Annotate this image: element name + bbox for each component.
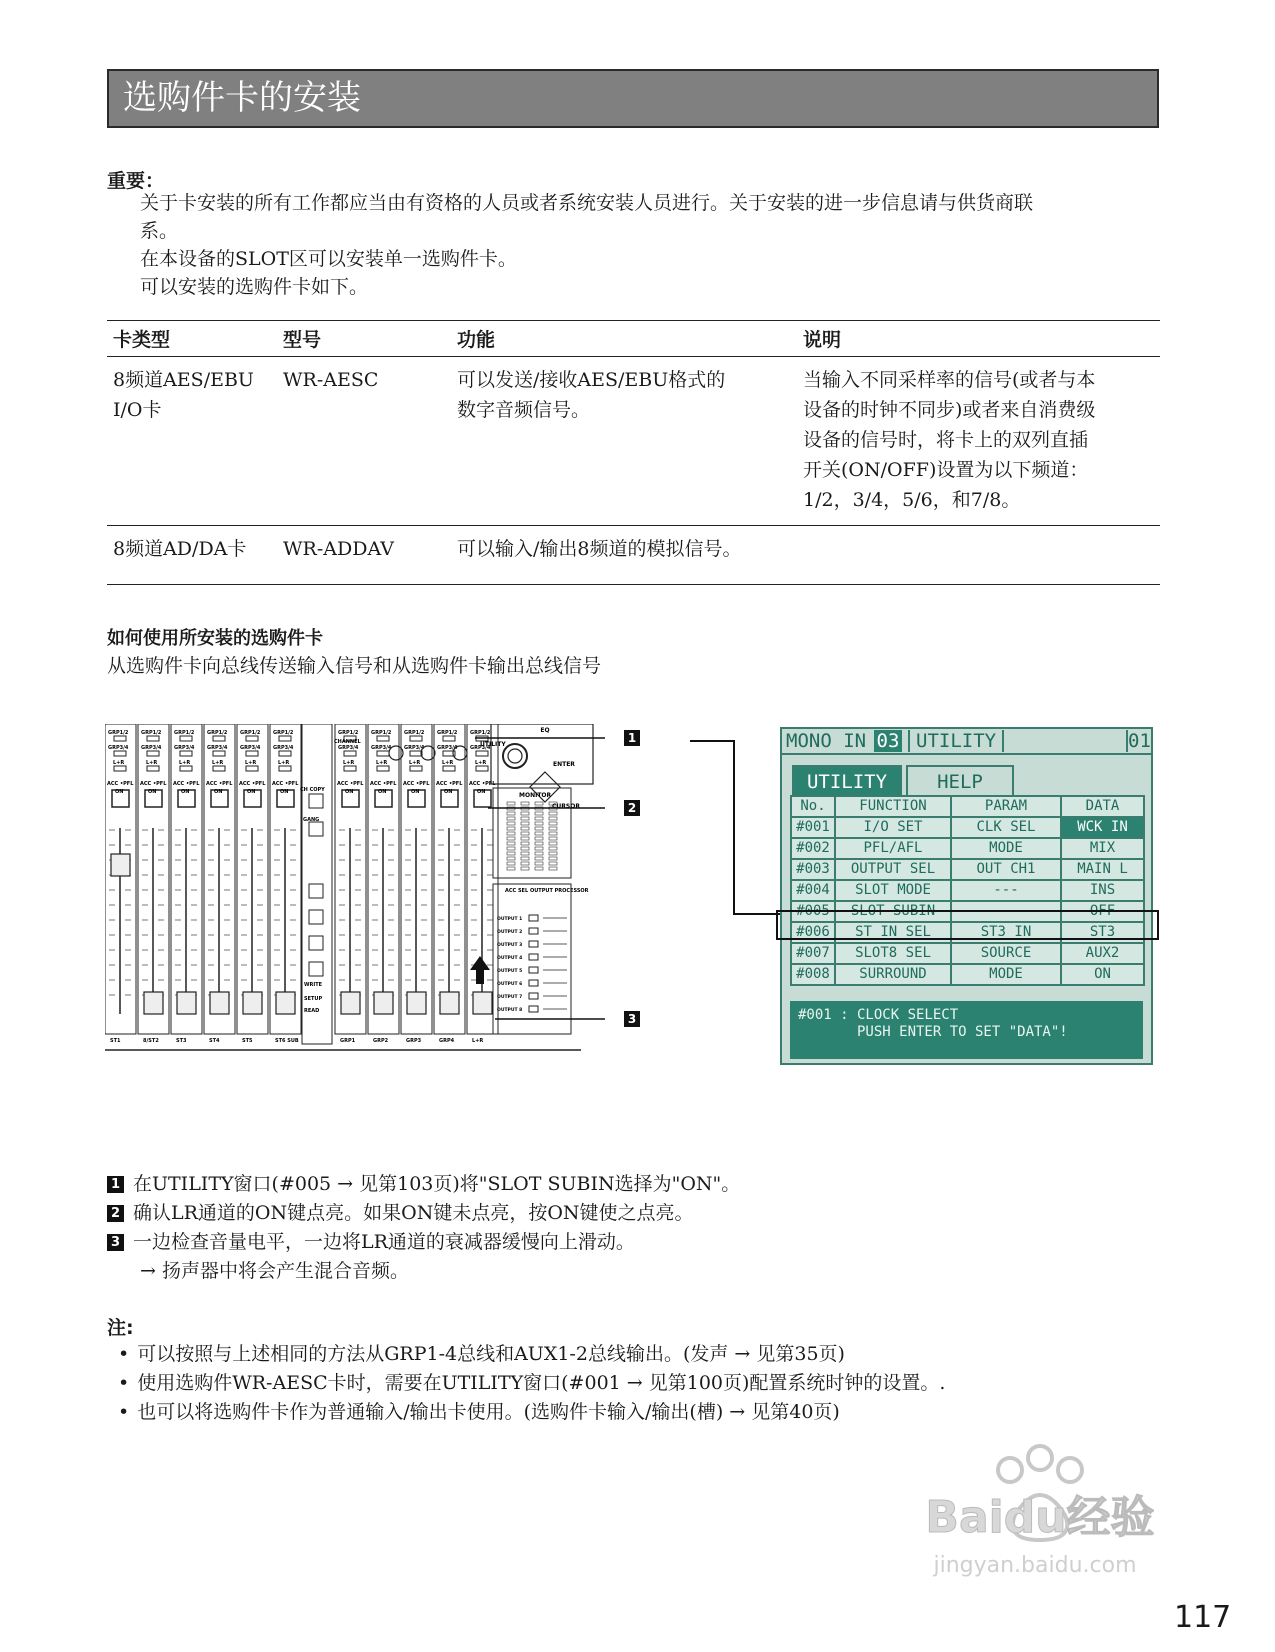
important-line: 可以安装的选购件卡如下。 bbox=[140, 276, 369, 298]
meter-segment bbox=[507, 837, 515, 840]
table-row bbox=[107, 357, 1160, 526]
lcd-cell: ST IN SEL bbox=[835, 922, 951, 943]
grp34-label: GRP3/4 bbox=[371, 745, 392, 751]
grp12-label: GRP1/2 bbox=[141, 730, 162, 736]
strip-label: ST6 SUB bbox=[275, 1038, 299, 1044]
output-button bbox=[529, 1006, 538, 1012]
meter-segment bbox=[535, 827, 543, 830]
col-header-note: 说明 bbox=[797, 321, 1160, 357]
lr-label: L+R bbox=[475, 760, 487, 766]
lcd-row[interactable] bbox=[791, 943, 1144, 964]
output-label: OUTPUT 8 bbox=[497, 1008, 523, 1013]
meter-segment bbox=[549, 842, 557, 845]
meter-segment bbox=[521, 857, 529, 860]
acc-pfl-label: ACC •PFL bbox=[206, 781, 233, 787]
cell-model: WR-AESC bbox=[277, 357, 451, 526]
utility-function-table bbox=[790, 795, 1145, 986]
strip-label: GRP2 bbox=[373, 1038, 389, 1044]
output-button bbox=[529, 954, 538, 960]
meter-segment bbox=[535, 862, 543, 865]
monitor-label: MONITOR bbox=[519, 792, 552, 799]
lcd-cell: ON bbox=[1061, 964, 1144, 985]
channel-strip bbox=[105, 724, 136, 1044]
table-row bbox=[107, 526, 1160, 585]
meter-segment bbox=[507, 842, 515, 845]
acc-pfl-label: ACC •PFL bbox=[403, 781, 430, 787]
fader-cap bbox=[407, 992, 426, 1014]
output-processor-label: OUTPUT PROCESSOR bbox=[530, 888, 589, 894]
grp12-label: GRP1/2 bbox=[207, 730, 228, 736]
meter-segment bbox=[549, 817, 557, 820]
lcd-cell: AUX2 bbox=[1061, 943, 1144, 964]
cell-type: 8频道AD/DA卡 bbox=[107, 526, 277, 585]
meter-segment bbox=[549, 812, 557, 815]
on-label: ON bbox=[148, 789, 157, 795]
meter-segment bbox=[535, 857, 543, 860]
channel-strip bbox=[401, 724, 432, 1044]
lcd-cell: OFF bbox=[1061, 901, 1144, 922]
on-label: ON bbox=[214, 789, 223, 795]
grp12-label: GRP1/2 bbox=[174, 730, 195, 736]
strip-label: ST4 bbox=[209, 1038, 220, 1044]
ch-copy-label: CH COPY bbox=[300, 787, 325, 793]
meter-segment bbox=[507, 822, 515, 825]
panel-button bbox=[309, 794, 323, 808]
grp34-label: GRP3/4 bbox=[141, 745, 162, 751]
channel-strip bbox=[138, 724, 169, 1044]
note-item: • 使用选购件WR-AESC卡时，需要在UTILITY窗口(#001 → 见第100页)配置系统时钟的设置。. bbox=[118, 1369, 945, 1398]
col-header-model: 型号 bbox=[277, 321, 451, 357]
channel-strip bbox=[237, 724, 268, 1044]
meter-segment bbox=[535, 837, 543, 840]
lr-label: L+R bbox=[113, 760, 125, 766]
grp12-label: GRP1/2 bbox=[437, 730, 458, 736]
utility-label: UTILITY bbox=[480, 741, 506, 748]
fader-cap bbox=[440, 992, 459, 1014]
lr-label: L+R bbox=[212, 760, 224, 766]
panel-button bbox=[309, 962, 323, 976]
meter-segment bbox=[521, 827, 529, 830]
meter-segment bbox=[535, 847, 543, 850]
write-label: WRITE bbox=[304, 982, 323, 988]
meter-segment bbox=[549, 822, 557, 825]
meter-segment bbox=[507, 802, 515, 805]
option-card-table bbox=[107, 320, 1160, 585]
lcd-row[interactable] bbox=[791, 964, 1144, 985]
lcd-cell: MODE bbox=[951, 838, 1061, 859]
tab-help[interactable]: HELP bbox=[906, 765, 1014, 799]
important-line: 关于卡安装的所有工作都应当由有资格的人员或者系统安装人员进行。关于安装的进一步信息请与供货商联 bbox=[140, 192, 1034, 214]
callout-3: 3 bbox=[624, 1011, 640, 1027]
grp34-label: GRP3/4 bbox=[207, 745, 228, 751]
col-header-type: 卡类型 bbox=[107, 321, 277, 357]
on-label: ON bbox=[280, 789, 289, 795]
channel-strip bbox=[204, 724, 235, 1044]
meter-segment bbox=[507, 827, 515, 830]
meter-segment bbox=[521, 837, 529, 840]
meter-segment bbox=[521, 862, 529, 865]
meter-segment bbox=[535, 867, 543, 870]
step-item: 3 一边检查音量电平，一边将LR通道的衰减器缓慢向上滑动。 bbox=[107, 1228, 740, 1257]
fader-cap bbox=[341, 992, 360, 1014]
lcd-col-param: PARAM bbox=[951, 796, 1061, 817]
lcd-cell: SLOT8 SEL bbox=[835, 943, 951, 964]
lr-label: L+R bbox=[343, 760, 355, 766]
meter-segment bbox=[507, 862, 515, 865]
note-item: • 可以按照与上述相同的方法从GRP1-4总线和AUX1-2总线输出。(发声 → 见第35页) bbox=[118, 1340, 945, 1369]
meter-segment bbox=[521, 847, 529, 850]
meter-segment bbox=[521, 867, 529, 870]
on-label: ON bbox=[477, 789, 486, 795]
strip-label: GRP3 bbox=[406, 1038, 422, 1044]
gang-label: GANG bbox=[303, 817, 320, 823]
meter-segment bbox=[507, 847, 515, 850]
notes-list bbox=[118, 1340, 945, 1427]
grp34-label: GRP3/4 bbox=[338, 745, 359, 751]
step-list bbox=[107, 1170, 740, 1286]
strip-label: L+R bbox=[472, 1038, 484, 1044]
grp12-label: GRP1/2 bbox=[470, 730, 491, 736]
on-label: ON bbox=[411, 789, 420, 795]
acc-pfl-label: ACC •PFL bbox=[107, 781, 134, 787]
lcd-cell: SURROUND bbox=[835, 964, 951, 985]
lcd-window-title: UTILITY bbox=[908, 730, 1004, 752]
meter-segment bbox=[549, 857, 557, 860]
fader-cap bbox=[144, 992, 163, 1014]
fader-cap bbox=[111, 854, 130, 876]
strip-label: ST3 bbox=[176, 1038, 187, 1044]
output-button bbox=[529, 915, 538, 921]
lr-label: L+R bbox=[245, 760, 257, 766]
meter-segment bbox=[507, 812, 515, 815]
selected-row-highlight bbox=[776, 910, 1159, 940]
lcd-cell: #006 bbox=[791, 922, 835, 943]
meter-segment bbox=[521, 817, 529, 820]
on-label: ON bbox=[345, 789, 354, 795]
meter-segment bbox=[507, 852, 515, 855]
lcd-cell: --- bbox=[951, 901, 1061, 922]
lr-label: L+R bbox=[376, 760, 388, 766]
tab-utility[interactable]: UTILITY bbox=[792, 765, 902, 799]
read-label: READ bbox=[304, 1008, 320, 1014]
on-label: ON bbox=[444, 789, 453, 795]
channel-label: CHANNEL bbox=[334, 739, 361, 745]
strip-label: ST1 bbox=[110, 1038, 121, 1044]
meter-segment bbox=[535, 802, 543, 805]
note-item: • 也可以将选购件卡作为普通输入/输出卡使用。(选购件卡输入/输出(槽) → 见第40页) bbox=[118, 1398, 945, 1427]
acc-pfl-label: ACC •PFL bbox=[337, 781, 364, 787]
panel-button bbox=[309, 910, 323, 924]
fader-cap bbox=[374, 992, 393, 1014]
enter-label: ENTER bbox=[553, 761, 575, 768]
cell-model: WR-ADDAV bbox=[277, 526, 451, 585]
setup-label: SETUP bbox=[304, 996, 323, 1002]
channel-strip bbox=[335, 724, 366, 1044]
acc-sel-label: ACC SEL bbox=[505, 888, 529, 894]
lcd-cell: #003 bbox=[791, 859, 835, 880]
lcd-row[interactable] bbox=[791, 880, 1144, 901]
meter-segment bbox=[521, 842, 529, 845]
lcd-cell: ST3 IN bbox=[951, 922, 1061, 943]
output-label: OUTPUT 2 bbox=[497, 930, 523, 935]
eq-label: EQ bbox=[540, 727, 550, 734]
cell-type: 8频道AES/EBU I/O卡 bbox=[107, 357, 277, 526]
lcd-cell: OUTPUT SEL bbox=[835, 859, 951, 880]
lcd-channel-number: 03 bbox=[874, 730, 902, 752]
lcd-cell: WCK IN bbox=[1061, 817, 1144, 838]
meter-segment bbox=[535, 817, 543, 820]
acc-pfl-label: ACC •PFL bbox=[173, 781, 200, 787]
acc-pfl-label: ACC •PFL bbox=[140, 781, 167, 787]
meter-segment bbox=[507, 867, 515, 870]
output-label: OUTPUT 7 bbox=[497, 995, 523, 1000]
lcd-cell: --- bbox=[951, 880, 1061, 901]
lcd-cell: SLOT MODE bbox=[835, 880, 951, 901]
lcd-row[interactable] bbox=[791, 838, 1144, 859]
acc-pfl-label: ACC •PFL bbox=[370, 781, 397, 787]
grp12-label: GRP1/2 bbox=[240, 730, 261, 736]
cell-function: 可以输入/输出8频道的模拟信号。 bbox=[451, 526, 797, 585]
lcd-col-data: DATA bbox=[1061, 796, 1144, 817]
notes-label: 注: bbox=[107, 1317, 134, 1339]
lcd-cell: SLOT SUBIN bbox=[835, 901, 951, 922]
grp34-label: GRP3/4 bbox=[174, 745, 195, 751]
channel-strip bbox=[171, 724, 202, 1044]
output-label: OUTPUT 5 bbox=[497, 969, 523, 974]
lr-label: L+R bbox=[278, 760, 290, 766]
lcd-header bbox=[782, 729, 1151, 755]
lcd-cell: #001 bbox=[791, 817, 835, 838]
acc-pfl-label: ACC •PFL bbox=[239, 781, 266, 787]
output-button bbox=[529, 928, 538, 934]
cell-note: 当输入不同采样率的信号(或者与本 设备的时钟不同步)或者来自消费级 设备的信号时，将卡上的双列直插 开关(ON/OFF)设置为以下频道： 1/2，3/4，5/6，和7/8。 bbox=[797, 357, 1160, 526]
meter-segment bbox=[549, 867, 557, 870]
fader-cap bbox=[473, 992, 492, 1014]
fader-cap bbox=[243, 992, 262, 1014]
section-subheading: 从选购件卡向总线传送输入信号和从选购件卡输出总线信号 bbox=[107, 655, 602, 677]
output-button bbox=[529, 941, 538, 947]
grp34-label: GRP3/4 bbox=[273, 745, 294, 751]
output-label: OUTPUT 6 bbox=[497, 982, 523, 987]
on-label: ON bbox=[247, 789, 256, 795]
lcd-channel-label: MONO IN bbox=[786, 730, 867, 752]
section-heading: 如何使用所安装的选购件卡 bbox=[107, 628, 323, 649]
meter-segment bbox=[521, 822, 529, 825]
meter-segment bbox=[535, 832, 543, 835]
callout-1: 1 bbox=[624, 730, 640, 746]
lcd-help-message: #001 : CLOCK SELECT PUSH ENTER TO SET "DATA"! bbox=[790, 1001, 1143, 1059]
grp34-label: GRP3/4 bbox=[470, 745, 491, 751]
meter-segment bbox=[521, 812, 529, 815]
cursor-label: CURSOR bbox=[552, 803, 580, 810]
on-label: ON bbox=[115, 789, 124, 795]
utility-lcd-screen bbox=[780, 727, 1153, 1065]
meter-segment bbox=[549, 832, 557, 835]
meter-segment bbox=[507, 817, 515, 820]
lcd-cell: PFL/AFL bbox=[835, 838, 951, 859]
meter-segment bbox=[521, 832, 529, 835]
strip-label: 8/ST2 bbox=[143, 1038, 159, 1044]
output-button bbox=[529, 967, 538, 973]
step-item: → 扬声器中将会产生混合音频。 bbox=[140, 1260, 409, 1282]
acc-pfl-label: ACC •PFL bbox=[436, 781, 463, 787]
on-label: ON bbox=[181, 789, 190, 795]
lcd-col-no: No. bbox=[791, 796, 835, 817]
lcd-cell: I/O SET bbox=[835, 817, 951, 838]
meter-segment bbox=[507, 857, 515, 860]
meter-segment bbox=[521, 802, 529, 805]
grp12-label: GRP1/2 bbox=[338, 730, 359, 736]
grp34-label: GRP3/4 bbox=[108, 745, 129, 751]
meter-segment bbox=[549, 827, 557, 830]
important-line: 系。 bbox=[140, 220, 179, 242]
meter-segment bbox=[507, 832, 515, 835]
grp34-label: GRP3/4 bbox=[437, 745, 458, 751]
lr-label: L+R bbox=[442, 760, 454, 766]
panel-button bbox=[309, 884, 323, 898]
important-line: 在本设备的SLOT区可以安装单一选购件卡。 bbox=[140, 248, 517, 270]
strip-label: GRP4 bbox=[439, 1038, 455, 1044]
meter-segment bbox=[535, 822, 543, 825]
grp34-label: GRP3/4 bbox=[404, 745, 425, 751]
lcd-cell: MIX bbox=[1061, 838, 1144, 859]
strip-label: ST5 bbox=[242, 1038, 253, 1044]
lcd-cell: #005 bbox=[791, 901, 835, 922]
lcd-cell: #004 bbox=[791, 880, 835, 901]
lcd-row[interactable] bbox=[791, 817, 1144, 838]
watermark-brand: Baidu经验 bbox=[925, 1492, 1155, 1543]
grp34-label: GRP3/4 bbox=[240, 745, 261, 751]
output-button bbox=[529, 993, 538, 999]
grp12-label: GRP1/2 bbox=[404, 730, 425, 736]
meter-segment bbox=[535, 852, 543, 855]
output-label: OUTPUT 1 bbox=[497, 917, 523, 922]
lcd-col-function: FUNCTION bbox=[835, 796, 951, 817]
panel-button bbox=[309, 936, 323, 950]
lcd-cell: INS bbox=[1061, 880, 1144, 901]
important-label: 重要： bbox=[107, 170, 165, 192]
meter-segment bbox=[535, 812, 543, 815]
output-label: OUTPUT 4 bbox=[497, 956, 523, 961]
channel-strip bbox=[270, 724, 301, 1044]
meter-segment bbox=[521, 852, 529, 855]
lcd-page-number: 01 bbox=[1128, 730, 1151, 752]
strip-label: GRP1 bbox=[340, 1038, 356, 1044]
acc-pfl-label: ACC •PFL bbox=[469, 781, 496, 787]
output-button bbox=[529, 980, 538, 986]
channel-strip bbox=[368, 724, 399, 1044]
lr-label: L+R bbox=[179, 760, 191, 766]
grp12-label: GRP1/2 bbox=[108, 730, 129, 736]
fader-cap bbox=[276, 992, 295, 1014]
col-header-function: 功能 bbox=[451, 321, 797, 357]
page-title: 选购件卡的安装 bbox=[107, 69, 1159, 128]
callout-2: 2 bbox=[624, 800, 640, 816]
lr-label: L+R bbox=[146, 760, 158, 766]
lcd-row[interactable] bbox=[791, 859, 1144, 880]
meter-segment bbox=[549, 862, 557, 865]
step-item: 1 在UTILITY窗口(#005 → 见第103页)将"SLOT SUBIN选择为"ON"。 bbox=[107, 1170, 740, 1199]
lcd-cell: #008 bbox=[791, 964, 835, 985]
lr-label: L+R bbox=[409, 760, 421, 766]
fader-cap bbox=[210, 992, 229, 1014]
meter-segment bbox=[549, 847, 557, 850]
fader-cap bbox=[177, 992, 196, 1014]
baidu-watermark-logo bbox=[890, 1440, 1190, 1590]
lcd-cell: OUT CH1 bbox=[951, 859, 1061, 880]
grp12-label: GRP1/2 bbox=[371, 730, 392, 736]
lcd-cell: CLK SEL bbox=[951, 817, 1061, 838]
meter-segment bbox=[535, 842, 543, 845]
lcd-cell: #002 bbox=[791, 838, 835, 859]
callout-leader-line bbox=[690, 740, 780, 920]
lcd-cell: SOURCE bbox=[951, 943, 1061, 964]
panel-button bbox=[309, 822, 323, 836]
lcd-cell: MAIN L bbox=[1061, 859, 1144, 880]
meter-segment bbox=[549, 837, 557, 840]
step-item: 2 确认LR通道的ON键点亮。如果ON键未点亮，按ON键使之点亮。 bbox=[107, 1199, 740, 1228]
cell-function: 可以发送/接收AES/EBU格式的 数字音频信号。 bbox=[451, 357, 797, 526]
on-label: ON bbox=[378, 789, 387, 795]
cell-note bbox=[797, 526, 1160, 585]
meter-segment bbox=[549, 852, 557, 855]
page-number: 117 bbox=[1174, 1600, 1232, 1635]
lcd-cell: MODE bbox=[951, 964, 1061, 985]
channel-strip bbox=[434, 724, 465, 1044]
acc-pfl-label: ACC •PFL bbox=[272, 781, 299, 787]
output-label: OUTPUT 3 bbox=[497, 943, 523, 948]
watermark-url: jingyan.baidu.com bbox=[933, 1553, 1137, 1578]
mixer-panel-illustration bbox=[105, 724, 605, 1102]
grp12-label: GRP1/2 bbox=[273, 730, 294, 736]
lcd-cell: #007 bbox=[791, 943, 835, 964]
lcd-cell: ST3 bbox=[1061, 922, 1144, 943]
